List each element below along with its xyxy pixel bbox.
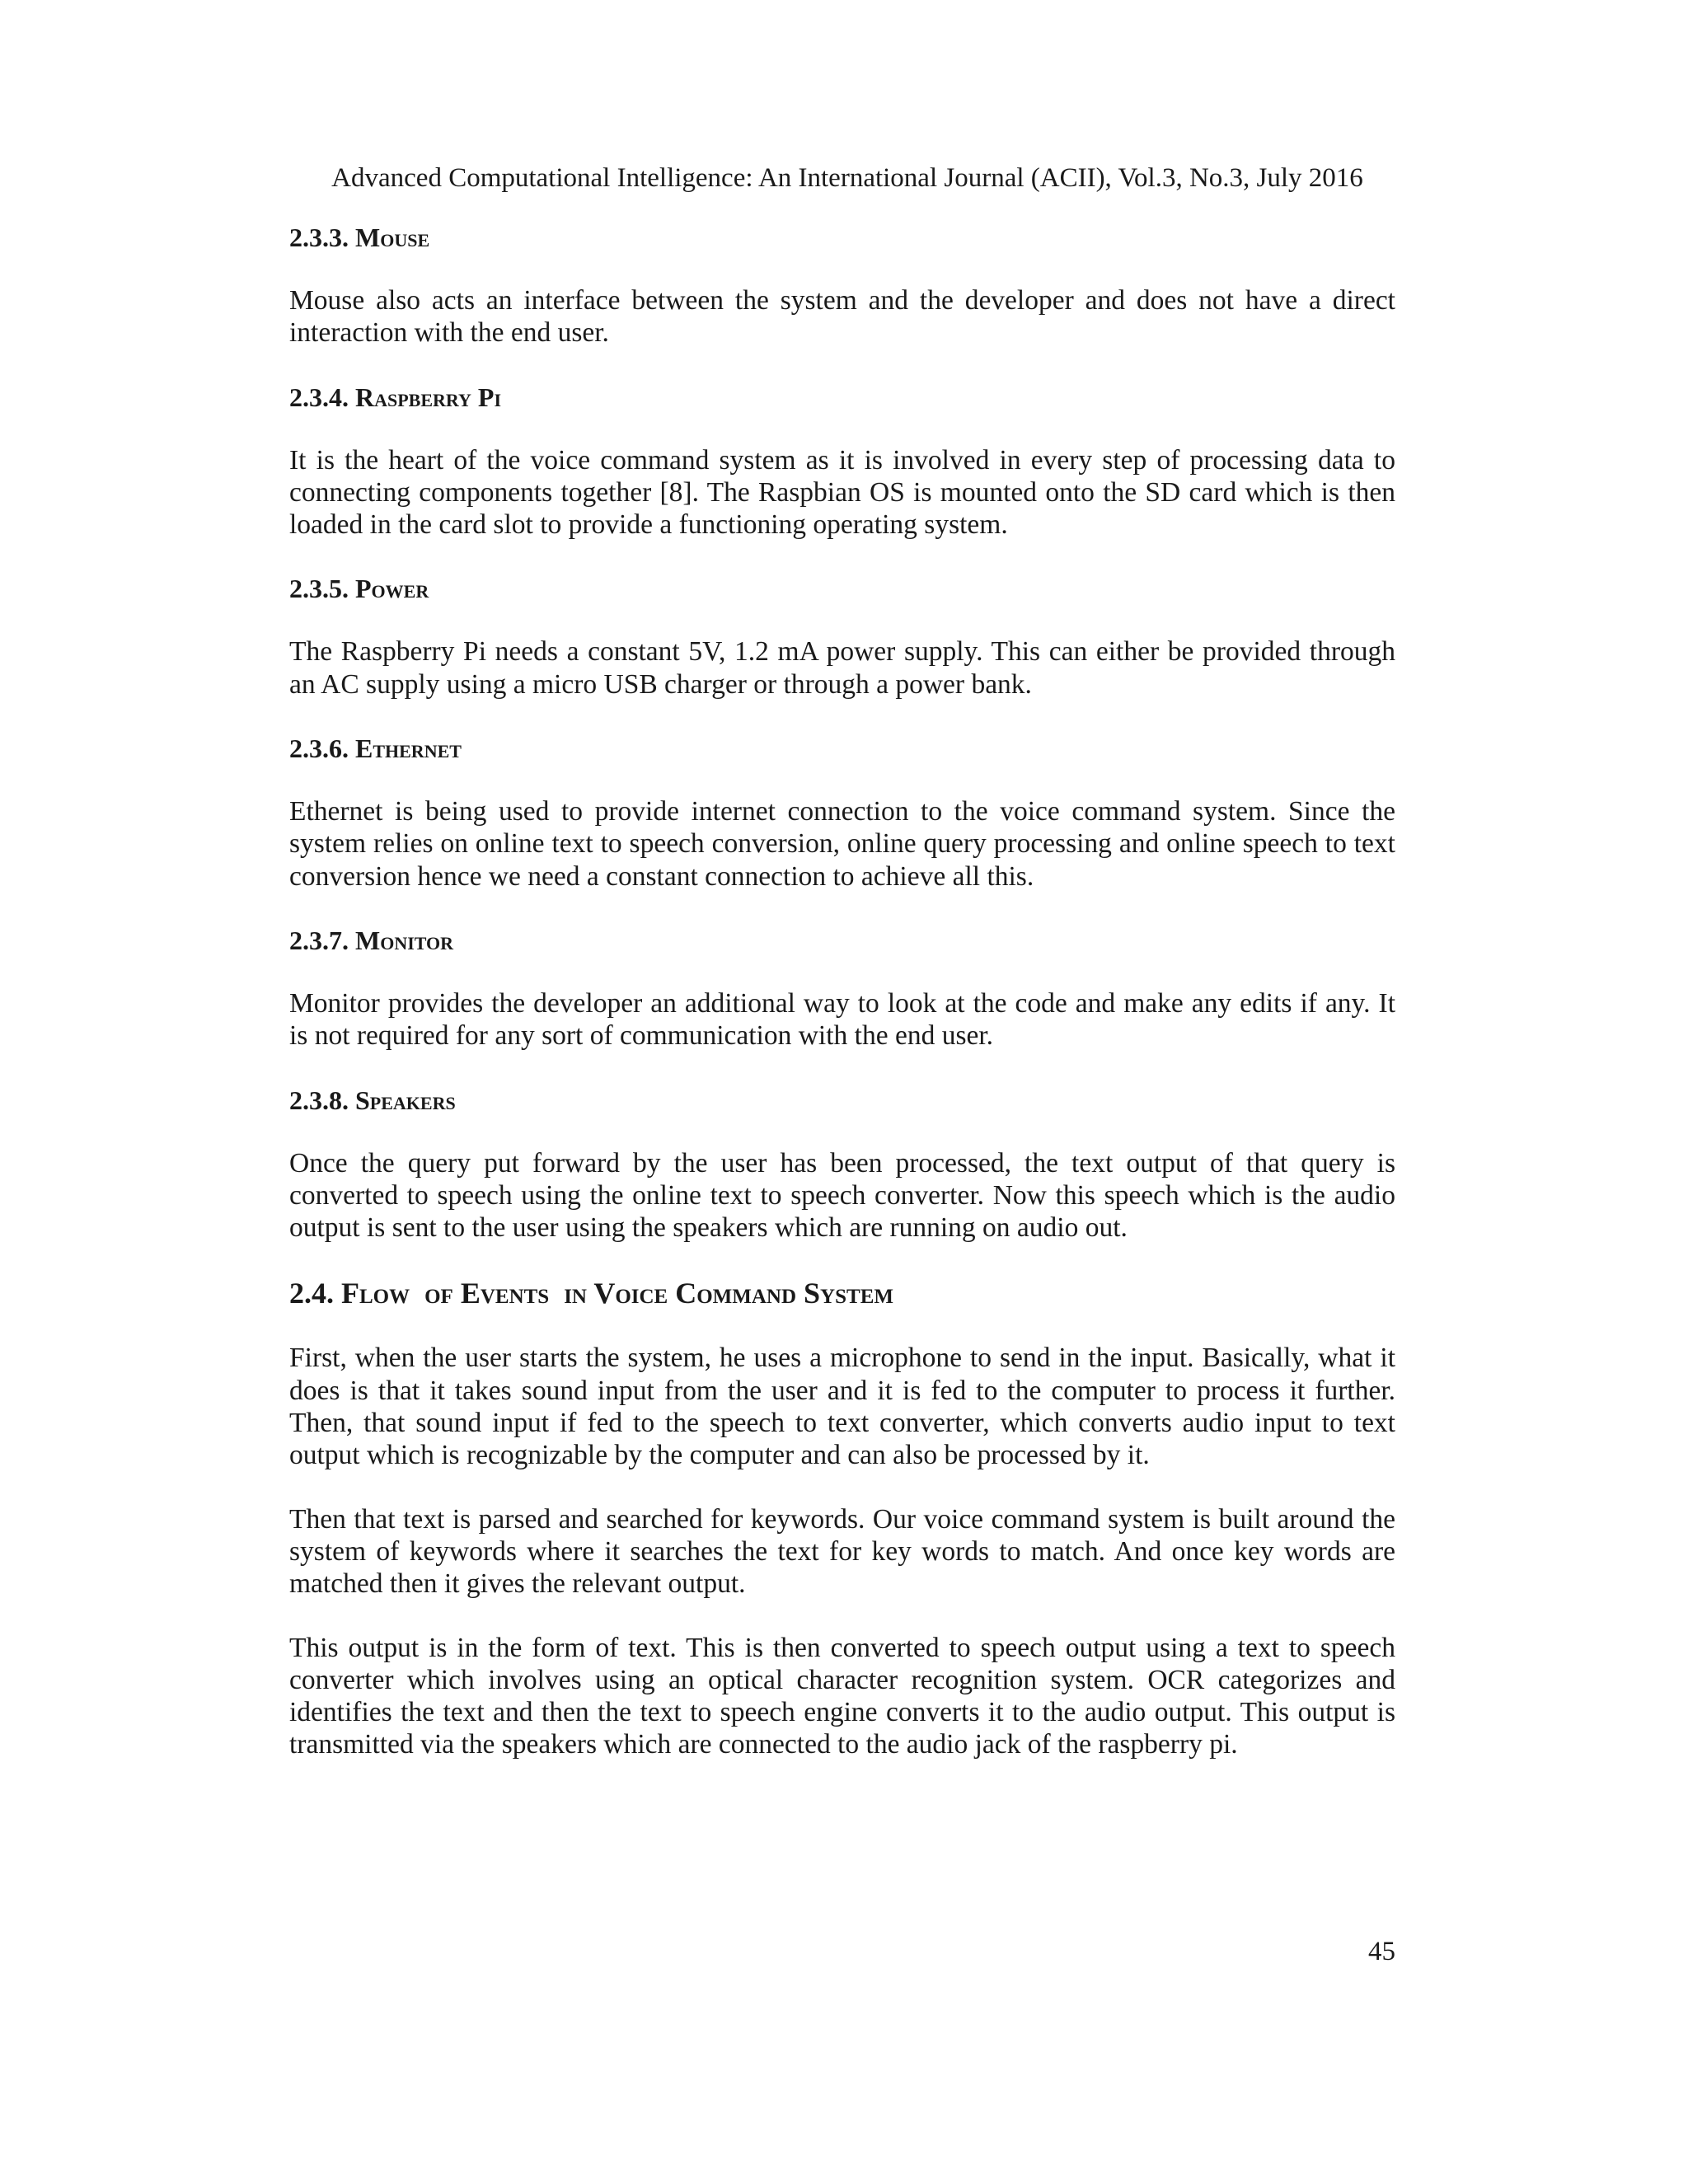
paragraph: Mouse also acts an interface between the system and the developer and does not have a direct interaction with the end user. <box>289 285 1395 349</box>
paragraph: The Raspberry Pi needs a constant 5V, 1.2 mA power supply. This can either be provided through an AC supply using a micro USB charger or through a power bank. <box>289 636 1395 700</box>
page-number: 45 <box>1368 1937 1395 1966</box>
paragraph: Once the query put forward by the user has been processed, the text output of that query is converted to speech using the online text to speech converter. Now this speech which is the audio output is sent to the user using the speakers which are running on audio out. <box>289 1147 1395 1244</box>
section-heading-mouse <box>289 221 1395 254</box>
section-heading-ethernet <box>289 732 1395 765</box>
section-title: Raspberry Pi <box>355 382 502 412</box>
section-number: 2.4. <box>289 1277 334 1310</box>
section-number: 2.3.3. <box>289 223 349 252</box>
section-number: 2.3.5. <box>289 574 349 604</box>
section-title: Flow of Events in Voice Command System <box>341 1277 893 1310</box>
page-body <box>289 221 1395 1761</box>
running-header: Advanced Computational Intelligence: An International Journal (ACII), Vol.3, No.3, July 2016 <box>331 163 1363 193</box>
section-number: 2.3.4. <box>289 382 349 412</box>
paragraph: It is the heart of the voice command system as it is involved in every step of processing data to connecting components together [8]. The Raspbian OS is mounted onto the SD card which is then loaded in the card slot to provide a functioning operating system. <box>289 444 1395 541</box>
paragraph: This output is in the form of text. This is then converted to speech output using a text to speech converter which involves using an optical character recognition system. OCR categorizes and identifies the text and then the text to speech engine converts it to the audio output. This output is transmitted via the speakers which are connected to the audio jack of the raspberry pi. <box>289 1632 1395 1760</box>
section-number: 2.3.6. <box>289 733 349 764</box>
section-heading-flow-of-events <box>289 1275 1395 1311</box>
section-heading-raspberry-pi <box>289 381 1395 414</box>
section-title: Mouse <box>355 223 430 252</box>
paragraph: First, when the user starts the system, he uses a microphone to send in the input. Basically, what it does is that it takes sound input from the user and it is fed to the computer to process it further. Then, that sound input if fed to the speech to text converter, which converts audio input to text output which is recognizable by the computer and can also be processed by it. <box>289 1343 1395 1471</box>
section-number: 2.3.7. <box>289 925 349 955</box>
paragraph: Ethernet is being used to provide internet connection to the voice command system. Since the system relies on online text to speech conversion, online query processing and online speech to text conversion hence we need a constant connection to achieve all this. <box>289 796 1395 892</box>
section-title: Power <box>355 574 429 604</box>
section-title: Monitor <box>355 925 454 955</box>
paragraph: Then that text is parsed and searched for keywords. Our voice command system is built around the system of keywords where it searches the text for key words to match. And once key words are matched then it gives the relevant output. <box>289 1503 1395 1600</box>
section-title: Ethernet <box>355 733 462 764</box>
paragraph: Monitor provides the developer an additional way to look at the code and make any edits if any. It is not required for any sort of communication with the end user. <box>289 987 1395 1052</box>
section-heading-monitor <box>289 924 1395 957</box>
section-title: Speakers <box>355 1085 456 1115</box>
section-heading-speakers <box>289 1084 1395 1117</box>
section-heading-power <box>289 572 1395 605</box>
section-number: 2.3.8. <box>289 1085 349 1115</box>
